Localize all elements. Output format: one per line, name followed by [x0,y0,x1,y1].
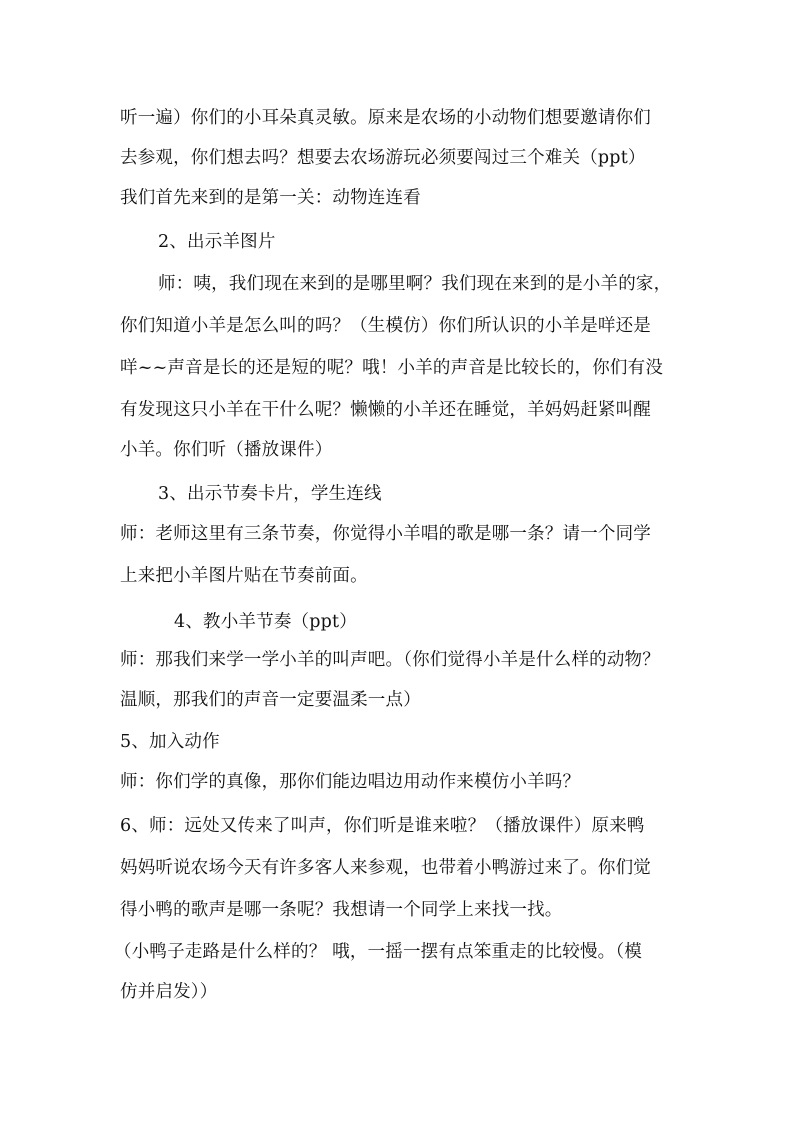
paragraph-line: 去参观，你们想去吗？想要去农场游玩必须要闯过三个难关（ppt） [120,148,646,168]
paragraph-line: 听一遍）你们的小耳朵真灵敏。原来是农场的小动物们想要邀请你们 [120,108,651,128]
paragraph-line: 妈妈听说农场今天有许多客人来参观，也带着小鸭游过来了。你们觉 [120,858,651,878]
paragraph-line: 得小鸭的歌声是哪一条呢？我想请一个同学上来找一找。 [120,900,563,920]
section-heading: 4、教小羊节奏（ppt） [174,612,357,632]
section-heading: 5、加入动作 [120,732,220,752]
paragraph-line: 仿并启发）） [120,982,218,1002]
paragraph-line: 有发现这只小羊在干什么呢？懒懒的小羊还在睡觉，羊妈妈赶紧叫醒 [120,400,651,420]
paragraph-line: 师：你们学的真像，那你们能边唱边用动作来模仿小羊吗？ [120,772,581,792]
paragraph-line: 温顺，那我们的声音一定要温柔一点） [120,690,421,710]
paragraph-line: 咩~~声音是长的还是短的呢？哦！小羊的声音是比较长的，你们有没 [120,358,664,378]
section-heading: 2、出示羊图片 [158,232,276,252]
paragraph-line: 6、师：远处又传来了叫声，你们听是谁来啦？（播放课件）原来鸭 [120,816,645,836]
paragraph-line: 师：咦，我们现在来到的是哪里啊？我们现在来到的是小羊的家， [158,274,672,294]
paragraph-line: 上来把小羊图片贴在节奏前面。 [120,566,368,586]
paragraph-line: 师：那我们来学一学小羊的叫声吧。（你们觉得小羊是什么样的动物？ [120,650,660,670]
paragraph-line: 你们知道小羊是怎么叫的吗？（生模仿）你们所认识的小羊是咩还是 [120,316,651,336]
section-heading: 3、出示节奏卡片，学生连线 [158,484,382,504]
paragraph-line: 我们首先来到的是第一关：动物连连看 [120,188,421,208]
paragraph-line: （小鸭子走路是什么样的？ 哦，一摇一摆有点笨重走的比较慢。（模 [114,942,643,962]
paragraph-line: 师：老师这里有三条节奏，你觉得小羊唱的歌是哪一条？请一个同学 [120,524,651,544]
paragraph-line: 小羊。你们听（播放课件） [120,440,333,460]
